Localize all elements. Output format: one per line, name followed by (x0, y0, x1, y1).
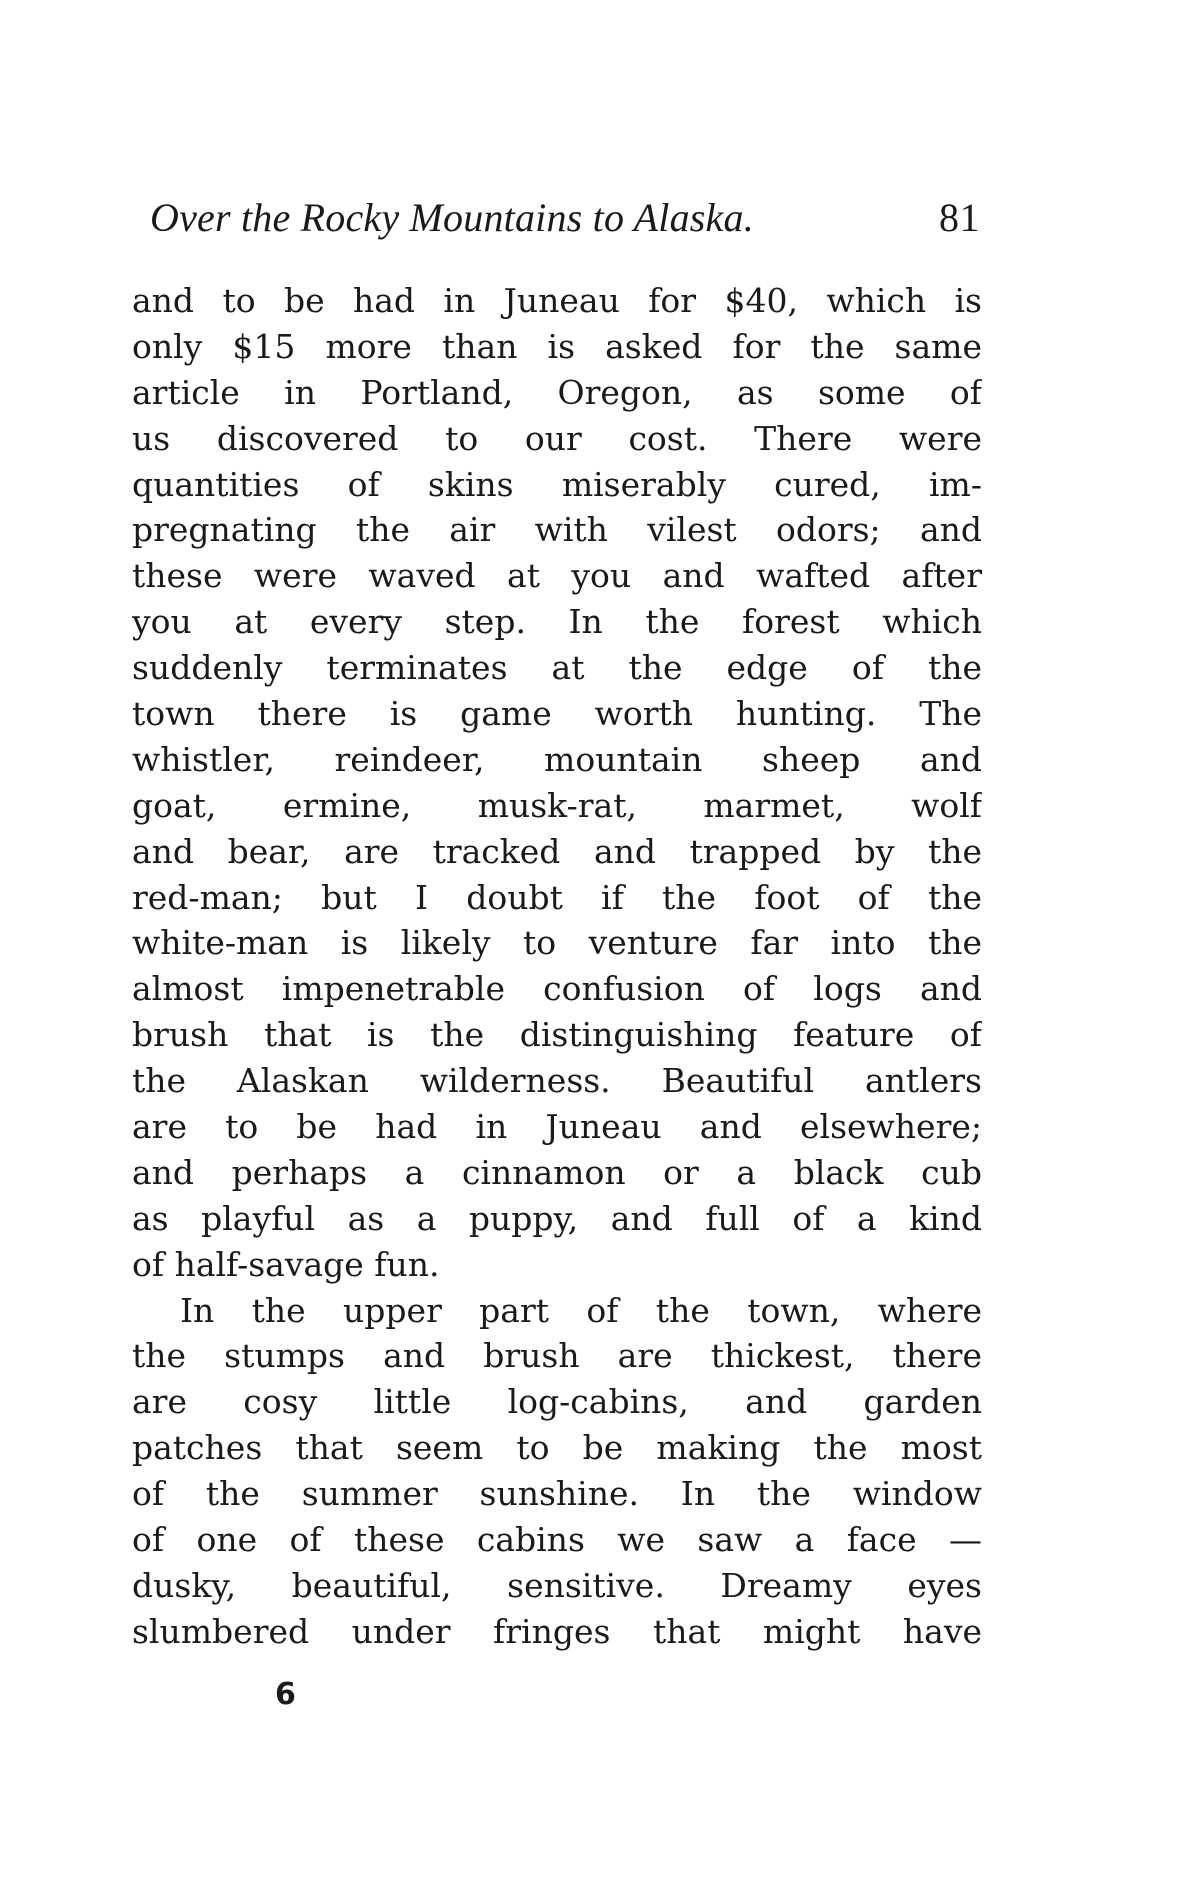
text-line: as playful as a puppy, and full of a kind (132, 1198, 982, 1238)
text-line: In the upper part of the town, where (180, 1290, 982, 1330)
text-line: the stumps and brush are thickest, there (132, 1336, 982, 1376)
text-line: these were waved at you and wafted after (132, 556, 982, 596)
text-line: goat, ermine, musk-rat, marmet, wolf (132, 785, 982, 825)
text-line: of the summer sunshine. In the window (132, 1474, 982, 1514)
text-line: whistler, reindeer, mountain sheep and (132, 739, 982, 779)
running-title: Over the Rocky Mountains to Alaska. (150, 195, 754, 240)
text-line: red-man; but I doubt if the foot of the (132, 877, 982, 917)
running-head (150, 190, 980, 246)
text-line: white-man is likely to venture far into the (132, 923, 982, 963)
body-text (132, 278, 982, 1655)
text-line: the Alaskan wilderness. Beautiful antlers (132, 1061, 982, 1101)
text-line: almost impenetrable confusion of logs and (132, 969, 982, 1009)
text-line: patches that seem to be making the most (132, 1428, 982, 1468)
text-line: are to be had in Juneau and elsewhere; (132, 1107, 982, 1147)
text-line: us discovered to our cost. There were (132, 418, 982, 458)
text-line: and perhaps a cinnamon or a black cub (132, 1152, 982, 1192)
text-line: of one of these cabins we saw a face — (132, 1520, 982, 1560)
text-line: and bear, are tracked and trapped by the (132, 831, 982, 871)
text-line: slumbered under fringes that might have (132, 1611, 982, 1651)
page-number: 81 (939, 195, 980, 240)
text-line: you at every step. In the forest which (132, 602, 982, 642)
text-line: article in Portland, Oregon, as some of (132, 372, 982, 412)
text-line: dusky, beautiful, sensitive. Dreamy eyes (132, 1565, 982, 1605)
text-line: quantities of skins miserably cured, im- (132, 464, 982, 504)
text-line: town there is game worth hunting. The (132, 694, 982, 734)
text-line: brush that is the distinguishing feature of (132, 1015, 982, 1055)
text-line: are cosy little log-cabins, and garden (132, 1382, 982, 1422)
text-line: and to be had in Juneau for $40, which is (132, 281, 982, 320)
printer-signature-mark: 6 (275, 1677, 296, 1712)
text-line: of half-savage fun. (132, 1244, 440, 1284)
text-line: suddenly terminates at the edge of the (132, 648, 982, 688)
text-line: only $15 more than is asked for the same (132, 326, 982, 366)
text-line: pregnating the air with vilest odors; and (132, 510, 982, 550)
